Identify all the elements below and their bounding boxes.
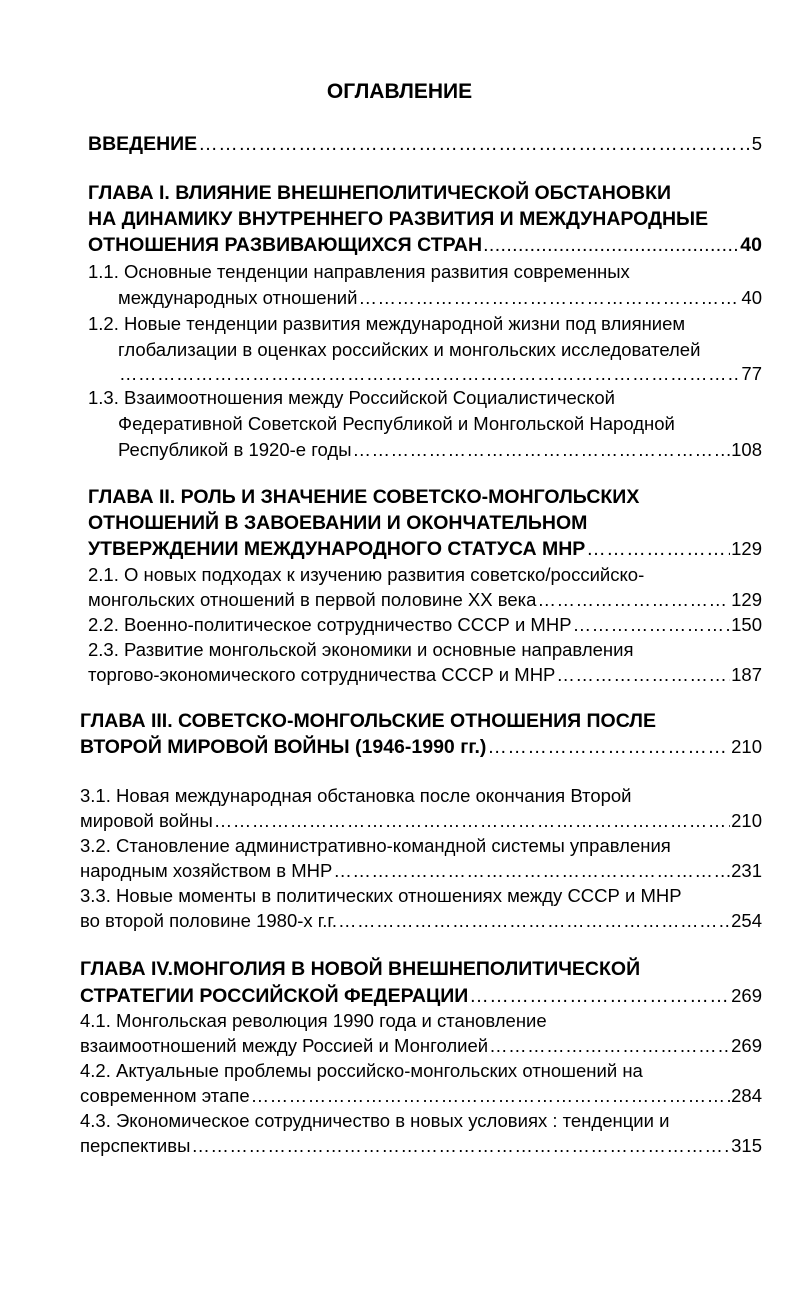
entry-label: ВВЕДЕНИЕ bbox=[88, 133, 198, 155]
entry-label: современном этапе bbox=[80, 1085, 250, 1106]
chapter-4-title-line-1: ГЛАВА IV.МОНГОЛИЯ В НОВОЙ ВНЕШНЕПОЛИТИЧЕСКОЙ bbox=[80, 958, 641, 980]
page-number: 315 bbox=[731, 1135, 762, 1156]
toc-entry-chapter-1[interactable] bbox=[88, 232, 762, 259]
toc-entry-section-3-2[interactable] bbox=[80, 857, 762, 884]
page-title: ОГЛАВЛЕНИЕ bbox=[326, 80, 473, 103]
dot-leader bbox=[198, 131, 751, 158]
entry-label: взаимоотношений между Россией и Монголией bbox=[80, 1035, 489, 1056]
toc-entry-section-3-3[interactable] bbox=[80, 907, 762, 934]
page-number: 40 bbox=[741, 287, 762, 308]
entry-label: ВТОРОЙ МИРОВОЙ ВОЙНЫ (1946-1990 гг.) bbox=[80, 736, 487, 758]
toc-entry-section-2-2[interactable] bbox=[88, 611, 762, 638]
entry-label: монгольских отношений в первой половине XX века bbox=[88, 589, 537, 610]
chapter-3-title-line-1: ГЛАВА III. СОВЕТСКО-МОНГОЛЬСКИЕ ОТНОШЕНИЯ ПОСЛЕ bbox=[80, 710, 656, 732]
dot-leader bbox=[119, 360, 740, 387]
chapter-1-title-line-1: ГЛАВА I. ВЛИЯНИЕ ВНЕШНЕПОЛИТИЧЕСКОЙ ОБСТАНОВКИ bbox=[88, 182, 672, 204]
dot-leader bbox=[191, 1132, 730, 1159]
section-1-2-line-2: глобализации в оценках российских и монгольских исследователей bbox=[118, 339, 701, 360]
page-number: 269 bbox=[731, 985, 762, 1006]
toc-entry-section-3-1[interactable] bbox=[80, 807, 762, 834]
section-2-3-line-1: 2.3. Развитие монгольской экономики и основные направления bbox=[88, 639, 634, 660]
chapter-1-title-line-2: НА ДИНАМИКУ ВНУТРЕННЕГО РАЗВИТИЯ И МЕЖДУНАРОДНЫЕ bbox=[88, 208, 709, 230]
page-number: 269 bbox=[731, 1035, 762, 1056]
entry-label: народным хозяйством в МНР bbox=[80, 860, 333, 881]
dot-leader bbox=[556, 661, 730, 688]
page-number: 150 bbox=[731, 614, 762, 635]
entry-label: международных отношений bbox=[118, 287, 358, 308]
toc-entry-section-4-1[interactable] bbox=[80, 1032, 762, 1059]
toc-entry-section-4-3[interactable] bbox=[80, 1132, 762, 1159]
section-1-1-line-1: 1.1. Основные тенденции направления развития современных bbox=[88, 261, 630, 282]
page-number: 108 bbox=[731, 439, 762, 460]
entry-label: торгово-экономического сотрудничества СССР и МНР bbox=[88, 664, 556, 685]
section-3-2-line-1: 3.2. Становление административно-командной системы управления bbox=[80, 835, 671, 856]
section-1-2-line-1: 1.2. Новые тенденции развития международной жизни под влиянием bbox=[88, 313, 686, 334]
section-4-3-line-1: 4.3. Экономическое сотрудничество в новых условиях : тенденции и bbox=[80, 1110, 670, 1131]
dot-leader bbox=[573, 611, 731, 638]
page-number: 210 bbox=[731, 736, 762, 757]
dot-leader bbox=[353, 436, 731, 463]
toc-entry-section-1-3[interactable] bbox=[118, 436, 762, 463]
page-number: 5 bbox=[751, 133, 762, 154]
section-4-2-line-1: 4.2. Актуальные проблемы российско-монгольских отношений на bbox=[80, 1060, 643, 1081]
dot-leader bbox=[487, 734, 730, 761]
section-3-1-line-1: 3.1. Новая международная обстановка после окончания Второй bbox=[80, 785, 632, 806]
page-number: 40 bbox=[740, 234, 762, 256]
toc-entry-section-1-2[interactable] bbox=[118, 360, 762, 387]
dot-leader bbox=[489, 1032, 730, 1059]
toc-entry-chapter-2[interactable] bbox=[88, 535, 762, 563]
toc-entry-section-2-3[interactable] bbox=[88, 661, 762, 688]
toc-entry-chapter-4[interactable] bbox=[80, 982, 762, 1010]
section-3-3-line-1: 3.3. Новые моменты в политических отношениях между СССР и МНР bbox=[80, 885, 682, 906]
section-4-1-line-1: 4.1. Монгольская революция 1990 года и становление bbox=[80, 1010, 547, 1031]
section-1-3-line-2: Федеративной Советской Республикой и Монгольской Народной bbox=[118, 413, 675, 434]
entry-label: перспективы bbox=[80, 1135, 191, 1156]
entry-label: СТРАТЕГИИ РОССИЙСКОЙ ФЕДЕРАЦИИ bbox=[80, 985, 469, 1007]
dot-leader bbox=[358, 284, 740, 311]
page-number: 254 bbox=[731, 910, 762, 931]
dot-leader bbox=[483, 232, 739, 259]
page-number: 284 bbox=[731, 1085, 762, 1106]
toc-entry-section-2-1[interactable] bbox=[88, 586, 762, 613]
dot-leader bbox=[214, 807, 730, 834]
dot-leader bbox=[537, 586, 730, 613]
page-number: 129 bbox=[731, 538, 762, 559]
chapter-2-title-line-2: ОТНОШЕНИЙ В ЗАВОЕВАНИИ И ОКОНЧАТЕЛЬНОМ bbox=[88, 512, 588, 534]
page-number: 231 bbox=[731, 860, 762, 881]
entry-label: Республикой в 1920-е годы bbox=[118, 439, 352, 460]
chapter-2-title-line-1: ГЛАВА II. РОЛЬ И ЗНАЧЕНИЕ СОВЕТСКО-МОНГОЛЬСКИХ bbox=[88, 486, 640, 508]
page-number: 77 bbox=[741, 363, 762, 384]
dot-leader bbox=[338, 907, 730, 934]
page-number: 187 bbox=[731, 664, 762, 685]
section-1-3-line-1: 1.3. Взаимоотношения между Российской Социалистической bbox=[88, 387, 615, 408]
toc-entry-section-1-1[interactable] bbox=[118, 284, 762, 311]
entry-label: ОТНОШЕНИЯ РАЗВИВАЮЩИХСЯ СТРАН bbox=[88, 234, 483, 256]
toc-entry-section-4-2[interactable] bbox=[80, 1082, 762, 1109]
section-2-1-line-1: 2.1. О новых подходах к изучению развития советско/российско- bbox=[88, 564, 645, 585]
dot-leader bbox=[469, 983, 730, 1010]
toc-entry-chapter-3[interactable] bbox=[80, 733, 762, 761]
dot-leader bbox=[251, 1082, 730, 1109]
dot-leader bbox=[586, 536, 730, 563]
entry-label: во второй половине 1980-х г.г. bbox=[80, 910, 338, 931]
toc-entry-introduction[interactable] bbox=[88, 130, 762, 158]
entry-label: УТВЕРЖДЕНИИ МЕЖДУНАРОДНОГО СТАТУСА МНР bbox=[88, 538, 586, 560]
page-number: 129 bbox=[731, 589, 762, 610]
page-number: 210 bbox=[731, 810, 762, 831]
dot-leader bbox=[333, 857, 730, 884]
entry-label: 2.2. Военно-политическое сотрудничество СССР и МНР bbox=[88, 614, 572, 635]
entry-label: мировой войны bbox=[80, 810, 213, 831]
